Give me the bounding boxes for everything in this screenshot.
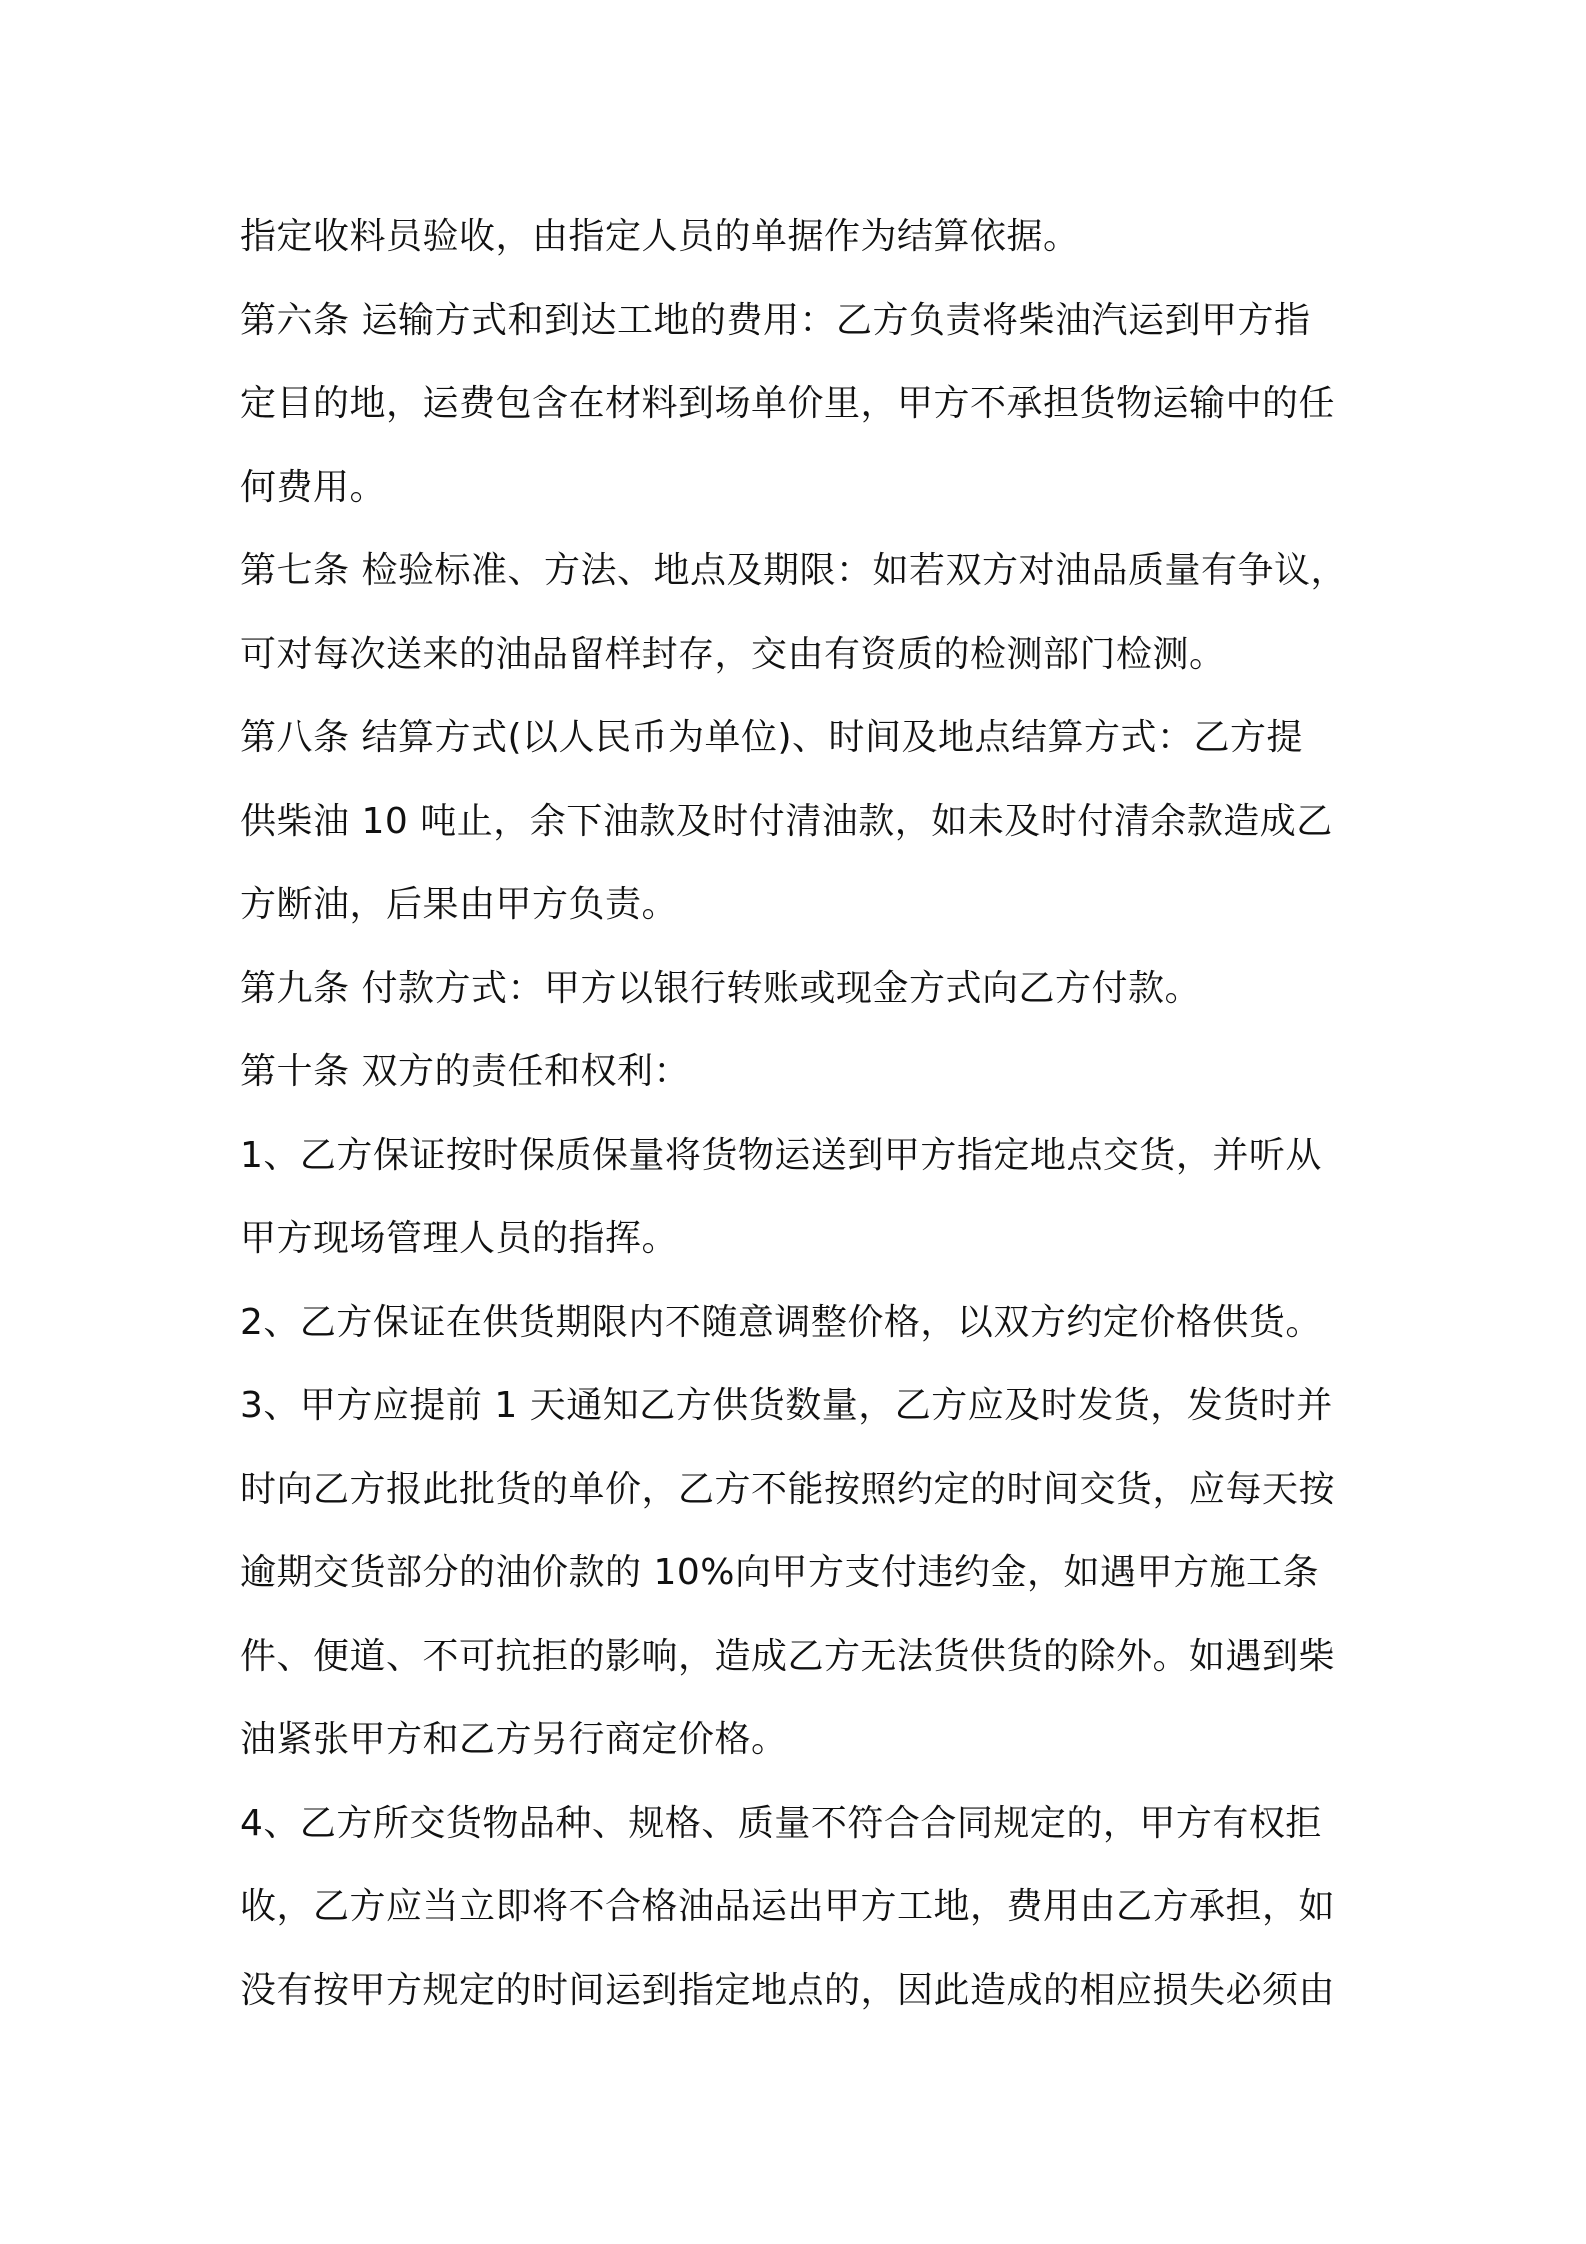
text-line: 指定收料员验收，由指定人员的单据作为结算依据。	[240, 216, 1080, 257]
text-line: 件、便道、不可抗拒的影响，造成乙方无法货供货的除外。如遇到柴	[240, 1635, 1336, 1677]
text-line: 何费用。	[240, 466, 387, 508]
text-line: 第九条 付款方式：甲方以银行转账或现金方式向乙方付款。	[240, 967, 1201, 1009]
text-line: 第十条 双方的责任和权利：	[240, 1051, 690, 1092]
text-line: 油紧张甲方和乙方另行商定价格。	[240, 1719, 788, 1760]
text-line: 第八条 结算方式(以人民币为单位)、时间及地点结算方式：乙方提	[240, 717, 1304, 758]
document-body	[240, 195, 1360, 2032]
text-line: 第六条 运输方式和到达工地的费用：乙方负责将柴油汽运到甲方指	[240, 299, 1311, 341]
text-line: 可对每次送来的油品留样封存，交由有资质的检测部门检测。	[240, 633, 1226, 675]
text-line: 收，乙方应当立即将不合格油品运出甲方工地，费用由乙方承担，如	[240, 1886, 1336, 1927]
text-line: 2、乙方保证在供货期限内不随意调整价格，以双方约定价格供货。	[240, 1301, 1322, 1343]
text-line: 方断油，后果由甲方负责。	[240, 884, 679, 925]
text-line: 定目的地，运费包含在材料到场单价里，甲方不承担货物运输中的任	[240, 383, 1336, 424]
text-line: 1、乙方保证按时保质保量将货物运送到甲方指定地点交货，并听从	[240, 1134, 1322, 1176]
text-line: 供柴油 10 吨止，余下油款及时付清油款，如未及时付清余款造成乙	[240, 800, 1333, 842]
text-line: 4、乙方所交货物品种、规格、质量不符合合同规定的，甲方有权拒	[240, 1802, 1322, 1844]
text-line: 第七条 检验标准、方法、地点及期限：如若双方对油品质量有争议，	[240, 550, 1347, 591]
text-line: 没有按甲方规定的时间运到指定地点的，因此造成的相应损失必须由	[240, 1969, 1336, 2011]
text-line: 甲方现场管理人员的指挥。	[240, 1218, 679, 1259]
text-line: 逾期交货部分的油价款的 10%向甲方支付违约金，如遇甲方施工条	[240, 1552, 1319, 1593]
text-line: 3、甲方应提前 1 天通知乙方供货数量，乙方应及时发货，发货时并	[240, 1385, 1333, 1426]
text-line: 时向乙方报此批货的单价，乙方不能按照约定的时间交货，应每天按	[240, 1468, 1336, 1510]
